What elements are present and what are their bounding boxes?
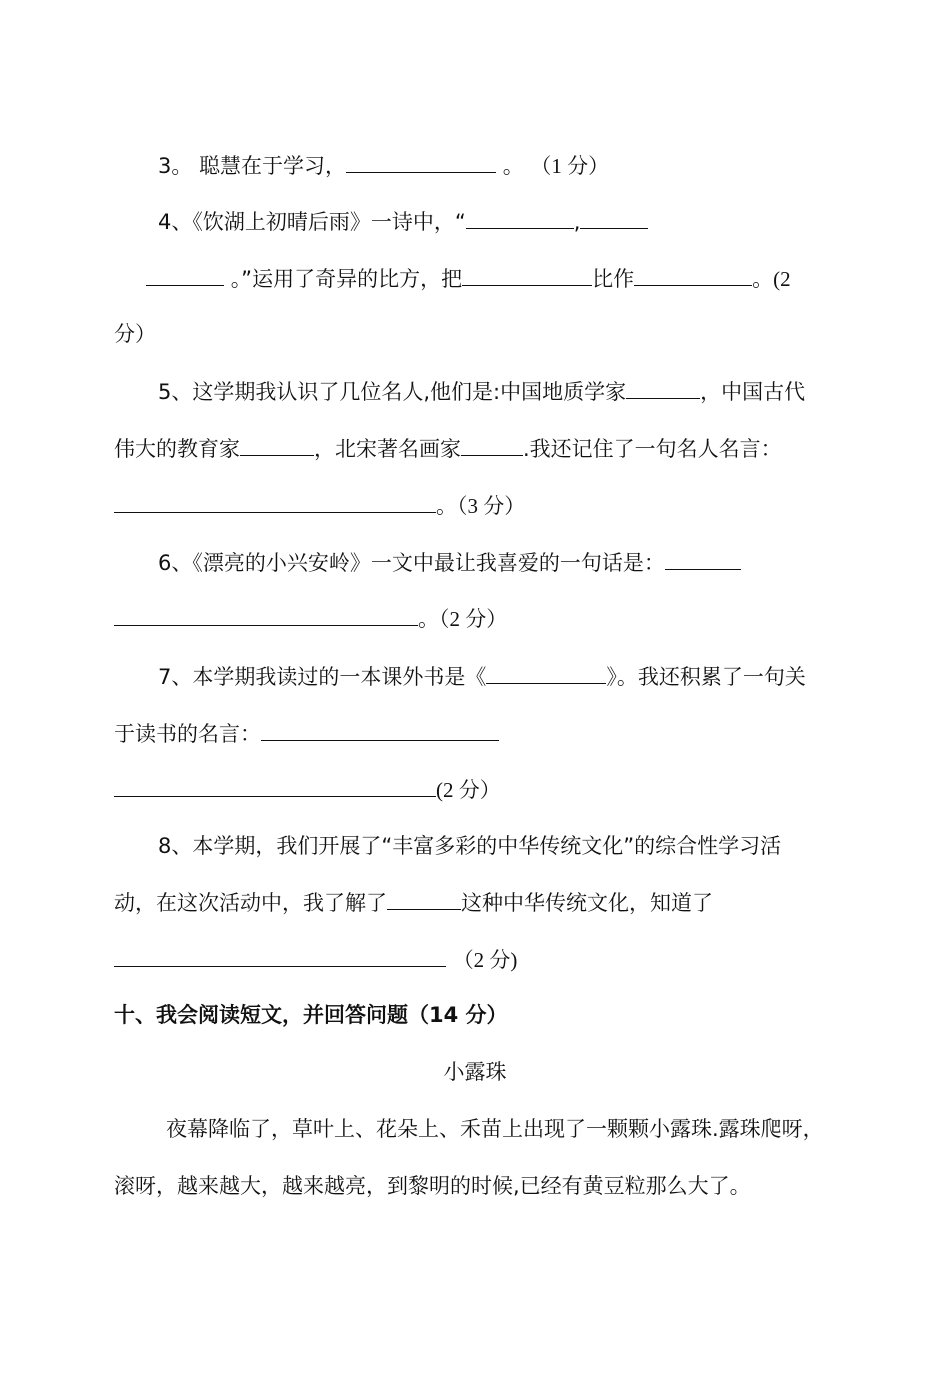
question-4-line-3 [114, 319, 156, 349]
question-text: 4、《饮湖上初晴后雨》一诗中，“ [158, 210, 466, 234]
question-text: 这种中华传统文化，知道了 [461, 891, 713, 915]
question-6-line-1 [158, 547, 741, 578]
answer-blank[interactable] [665, 547, 741, 570]
question-text: .我还记住了一句名人名言： [523, 437, 782, 461]
question-8-line-2 [114, 887, 713, 918]
passage-line-1: 夜幕降临了，草叶上、花朵上、禾苗上出现了一颗颗小露珠.露珠爬呀， [166, 1117, 824, 1141]
section-heading: 十、我会阅读短文，并回答问题（14 分） [114, 1003, 508, 1027]
question-8-line-1 [158, 831, 781, 861]
question-4-line-1 [158, 206, 648, 237]
question-6-line-2 [114, 603, 507, 634]
question-text: 5、这学期我认识了几位名人,他们是:中国地质学家 [158, 380, 627, 404]
answer-blank[interactable] [114, 490, 436, 513]
answer-blank[interactable] [462, 263, 592, 286]
score-label: 。(2 [752, 267, 791, 291]
score-label: (2 分） [436, 778, 501, 802]
question-text: ，北宋著名画家 [314, 437, 461, 461]
question-5-line-3 [114, 490, 525, 521]
question-text: 伟大的教育家 [114, 437, 240, 461]
answer-blank[interactable] [387, 887, 461, 910]
answer-blank[interactable] [346, 150, 496, 173]
answer-blank[interactable] [146, 263, 224, 286]
question-text: 3。 聪慧在于学习， [158, 154, 347, 178]
answer-blank[interactable] [114, 774, 436, 797]
question-text: , [573, 210, 581, 234]
answer-blank[interactable] [461, 433, 523, 456]
question-5-line-2 [114, 433, 782, 464]
question-7-line-2 [114, 718, 499, 749]
question-text: 7、本学期我读过的一本课外书是《 [158, 665, 487, 689]
answer-blank[interactable] [261, 718, 499, 741]
question-text: 。”运用了奇异的比方，把 [230, 267, 463, 291]
question-8-line-3 [114, 944, 517, 975]
question-3 [158, 150, 609, 181]
score-label: 分） [114, 322, 156, 346]
score-label: （1 分） [530, 154, 610, 178]
answer-blank[interactable] [580, 206, 648, 229]
question-text: ，中国古代 [700, 380, 806, 404]
question-text: 于读书的名言： [114, 722, 261, 746]
answer-blank[interactable] [466, 206, 574, 229]
question-text: 。 [502, 154, 524, 178]
passage-title: 小露珠 [443, 1060, 507, 1084]
score-label: （2 分) [452, 948, 518, 972]
score-label: 。（2 分） [418, 607, 508, 631]
question-5-line-1 [158, 376, 805, 407]
question-text: 比作 [592, 267, 635, 291]
answer-blank[interactable] [634, 263, 752, 286]
passage-line-2: 滚呀，越来越大，越来越亮，到黎明的时候,已经有黄豆粒那么大了。 [114, 1174, 751, 1198]
question-4-line-2 [146, 263, 791, 294]
question-text: 8、本学期，我们开展了“丰富多彩的中华传统文化”的综合性学习活 [158, 834, 782, 858]
question-7-line-1 [158, 661, 806, 692]
score-label: 。（3 分） [436, 494, 526, 518]
question-text: 动，在这次活动中，我了解了 [114, 891, 387, 915]
answer-blank[interactable] [114, 603, 418, 626]
answer-blank[interactable] [486, 661, 606, 684]
answer-blank[interactable] [114, 944, 446, 967]
answer-blank[interactable] [626, 376, 700, 399]
question-text: 6、《漂亮的小兴安岭》一文中最让我喜爱的一句话是： [158, 551, 665, 575]
question-7-line-3 [114, 774, 501, 805]
answer-blank[interactable] [240, 433, 314, 456]
question-text: 》。我还积累了一句关 [606, 665, 806, 689]
